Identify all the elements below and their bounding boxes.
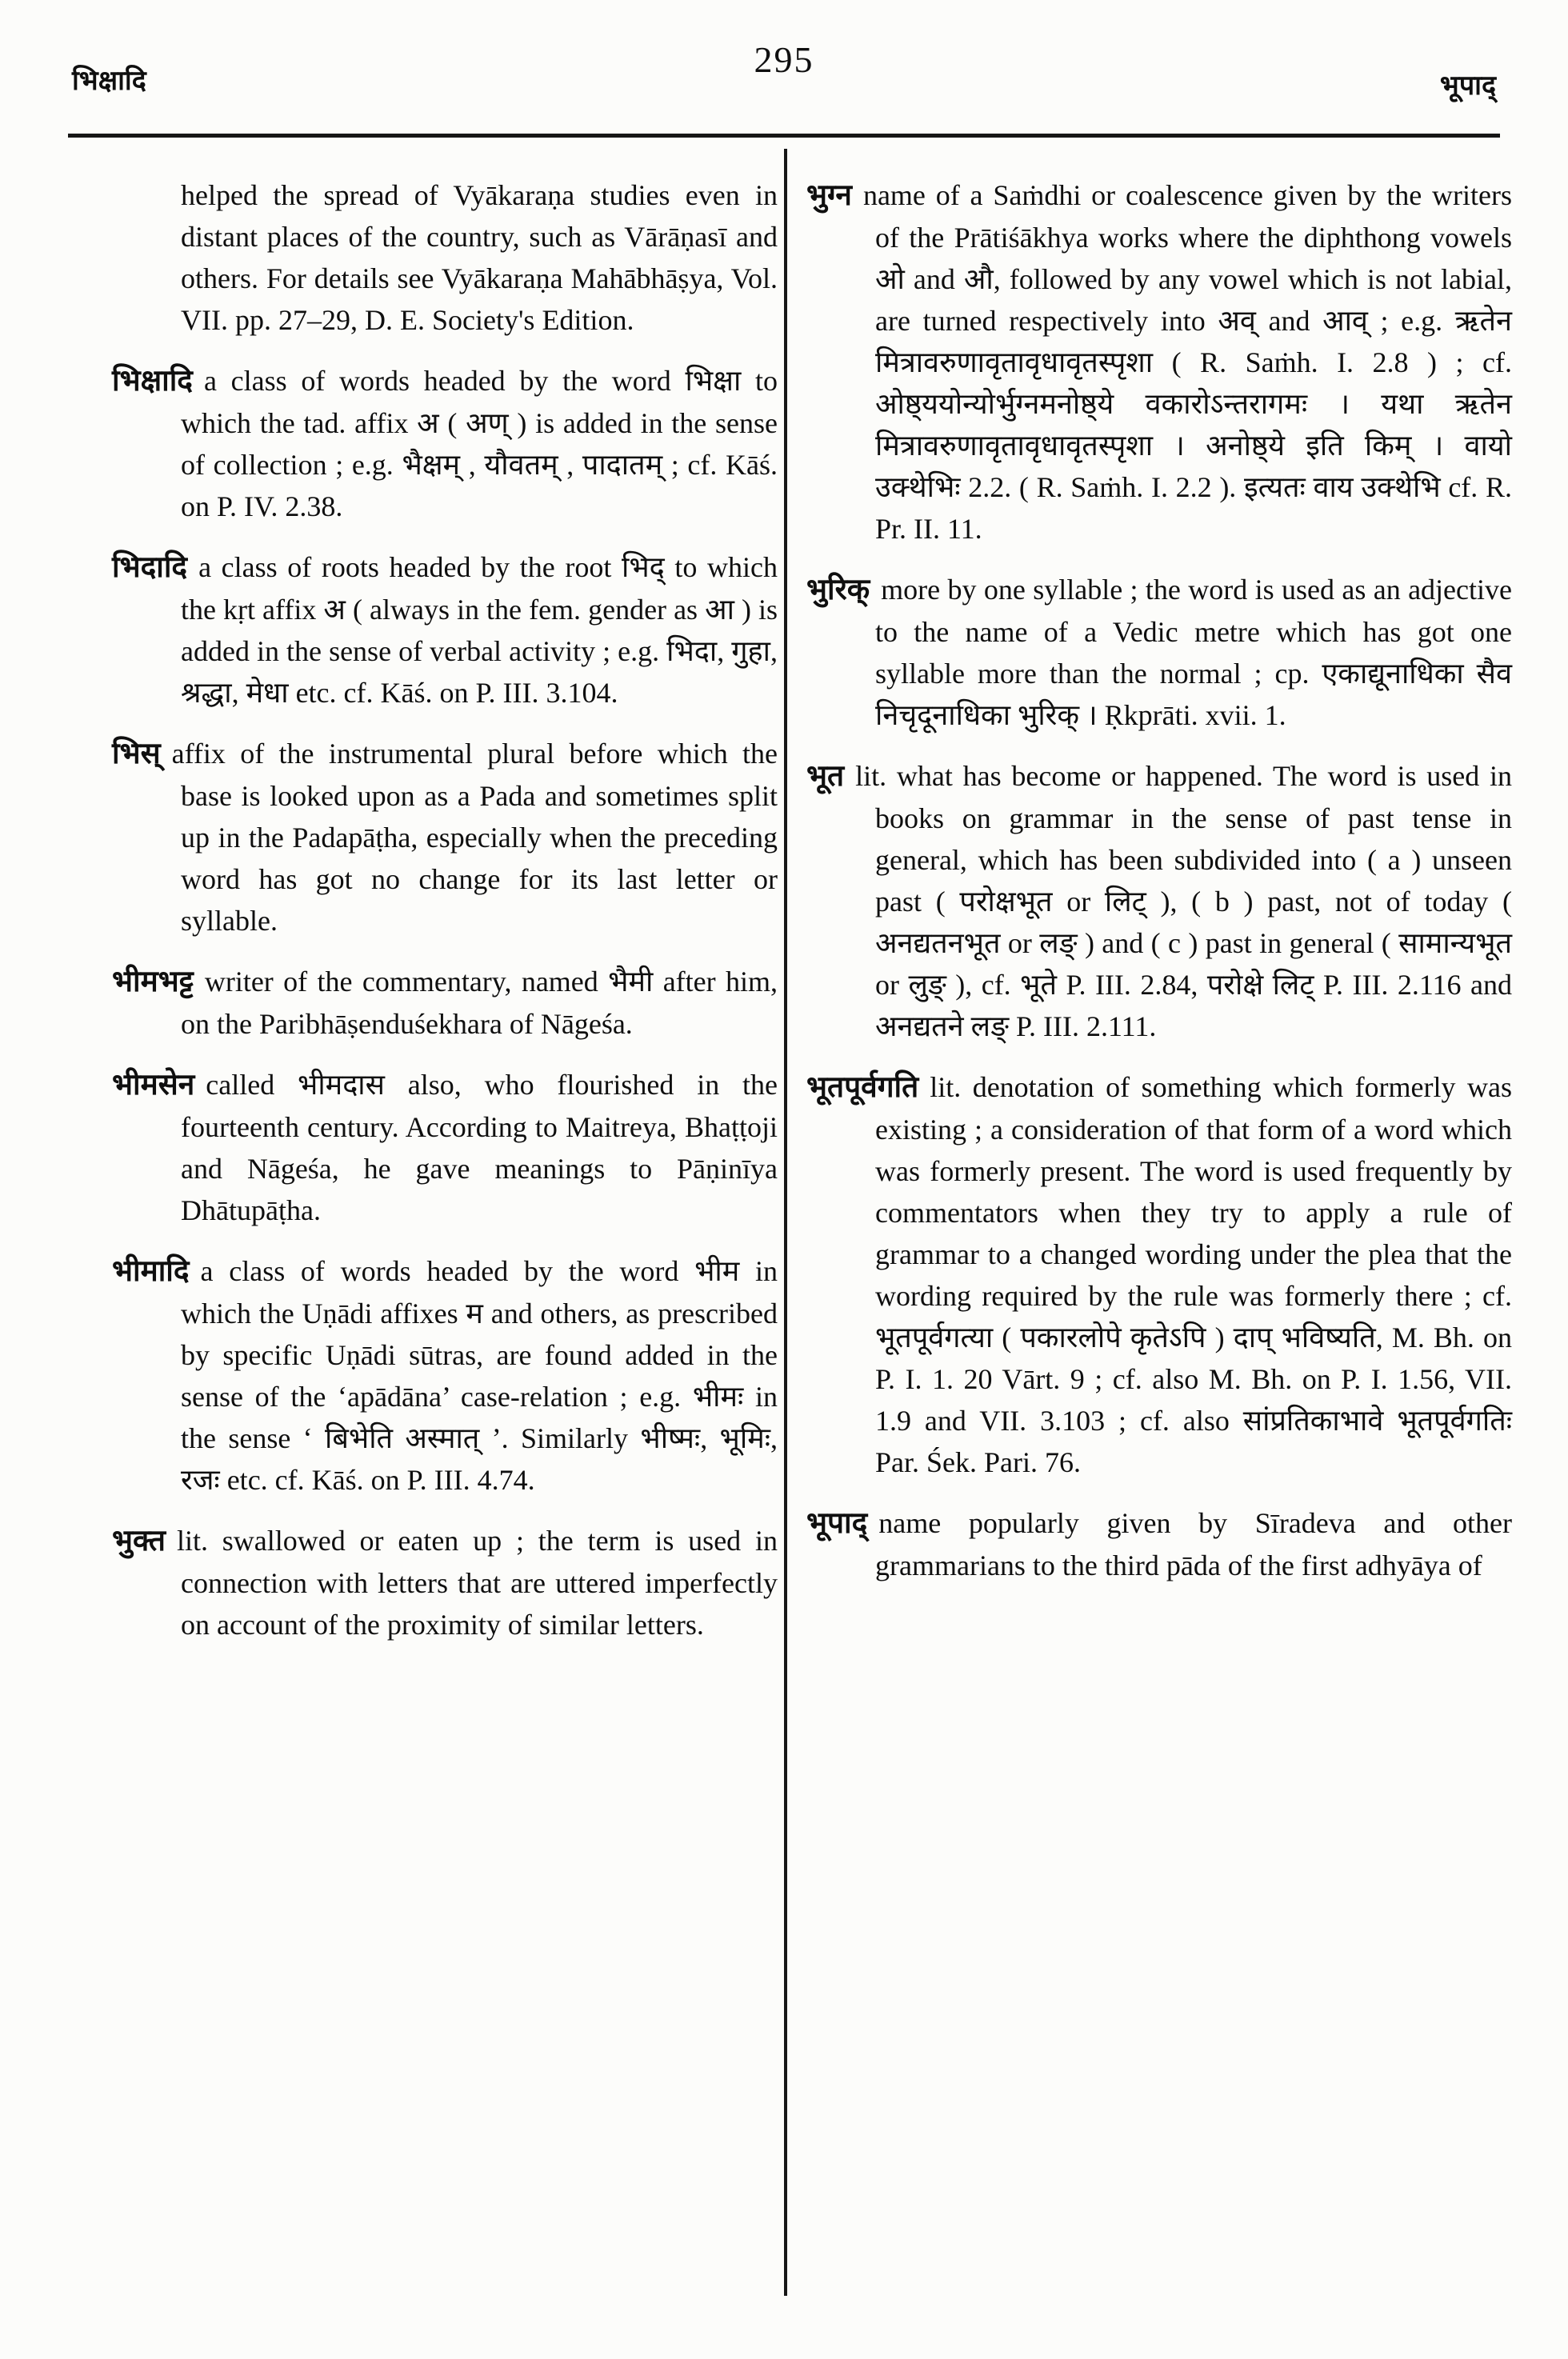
entry-headword: भूतपूर्वगति: [806, 1071, 919, 1104]
dictionary-entry: [112, 733, 778, 942]
dictionary-entry: [806, 1502, 1512, 1586]
entry-headword: भूपाद्: [806, 1507, 868, 1540]
header-rule: [68, 134, 1500, 138]
entry-body: affix of the instrumental plural before which the base is looked upon as a Pada and sometimes split up in the Padapāṭha, especially when the preceding word has got no change for its last letter or syllable.: [171, 738, 778, 937]
entry-body: a class of words headed by the word भीम in which the Uṇādi affixes म and others, as prescribed by specific Uṇādi sūtras, are found added in the sense of the ‘apādāna’ case-relation ; e.g. भीमः in the sense ‘ बिभेति अस्मात् ’. Similarly भीष्मः, भूमिः, रजः etc. cf. Kāś. on P. III. 4.74.: [181, 1255, 778, 1496]
dictionary-entry: [806, 569, 1512, 736]
entry-body: writer of the commentary, named भैमी after him, on the Paribhāṣenduśekhara of Nāgeśa.: [181, 966, 778, 1040]
entry-headword: भीमभट्ट: [112, 966, 194, 998]
right-column: [806, 174, 1512, 1605]
entry-headword: भिस्: [112, 738, 161, 770]
entry-headword: भुग्न: [806, 179, 852, 212]
entry-body: a class of words headed by the word भिक्षा to which the tad. affix अ ( अण् ) is added in the sense of collection ; e.g. भैक्षम् , यौवतम् , पादातम् ; cf. Kāś. on P. IV. 2.38.: [181, 365, 778, 522]
entry-headword: भीमादि: [112, 1255, 190, 1288]
dictionary-entry: [112, 360, 778, 527]
entry-body: more by one syllable ; the word is used as an adjective to the name of a Vedic metre which has got one syllable more than the normal ; cp. एकाद्यूनाधिका सैव निचृदूनाधिका भुरिक् । Ṛkprāti. xvii. 1.: [875, 574, 1512, 731]
column-divider-rule: [784, 149, 787, 2296]
dictionary-entry: [112, 1520, 778, 1645]
entry-headword: भिदादि: [112, 551, 188, 584]
entry-body: called भीमदास also, who flourished in the fourteenth century. According to Maitreya, Bhaṭṭoji and Nāgeśa, he gave meanings to Pāṇinīya Dhātupāṭha.: [181, 1069, 778, 1226]
dictionary-entry: [806, 174, 1512, 550]
dictionary-entry: [112, 1250, 778, 1501]
dictionary-entry: [806, 755, 1512, 1047]
entry-headword: भिक्षादि: [112, 365, 193, 398]
dictionary-entry: [112, 546, 778, 714]
entry-headword: भीमसेन: [112, 1069, 195, 1102]
entry-headword: भुरिक्: [806, 574, 870, 606]
running-head-right-headword: भूपाद्: [1439, 71, 1496, 101]
dictionary-entry: [112, 1064, 778, 1231]
entry-body: name of a Saṁdhi or coalescence given by the writers of the Prātiśākhya works where the diphthong vowels ओ and औ, followed by any vowel which is not labial, are turned respectively into अव् and आव् ; e.g. ऋतेन मित्रावरुणावृतावृधावृतस्पृशा ( R. Saṁh. I. 2.8 ) ; cf. ओष्ठ्ययोन्योर्भुग्नमनोष्ठ्ये वकारोऽन्तरागमः । यथा ऋतेन मित्रावरुणावृतावृधावृतस्पृशा । अनोष्ठ्ये इति किम् । वायो उक्थेभिः 2.2. ( R. Saṁh. I. 2.2 ). इत्यतः वाय उक्थेभि cf. R. Pr. II. 11.: [862, 179, 1512, 545]
entry-body: name popularly given by Sīradeva and other grammarians to the third pāda of the first adhyāya of: [875, 1507, 1512, 1581]
entry-body: lit. swallowed or eaten up ; the term is used in connection with letters that are uttered imperfectly on account of the proximity of similar letters.: [176, 1525, 778, 1641]
entry-headword: भूत: [806, 760, 845, 793]
dictionary-entry: [112, 961, 778, 1045]
entry-headword: भुक्त: [112, 1525, 166, 1557]
entry-body: lit. denotation of something which formerly was existing ; a consideration of that form of a word which was formerly present. The word is used frequently by commentators when they try to apply a rule of grammar to a changed wording under the plea that the wording required by the rule was formerly there ; cf. भूतपूर्वगत्या ( पकारलोपे कृतेऽपि ) दाप् भविष्यति, M. Bh. on P. I. 1. 20 Vārt. 9 ; cf. also M. Bh. on P. I. 1.56, VII. 1.9 and VII. 3.103 ; cf. also सांप्रतिकाभावे भूतपूर्वगतिः Par. Śek. Pari. 76.: [875, 1071, 1512, 1478]
entry-body: lit. what has become or happened. The word is used in books on grammar in the sense of past tense in general, which has been subdivided into ( a ) unseen past ( परोक्षभूत or लिट् ), ( b ) past, not of today ( अनद्यतनभूत or लङ् ) and ( c ) past in general ( सामान्यभूत or लुङ् ), cf. भूते P. III. 2.84, परोक्षे लिट् P. III. 2.116 and अनद्यतने लङ् P. III. 2.111.: [855, 760, 1512, 1042]
entry-body: a class of roots headed by the root भिद् to which the kṛt affix अ ( always in the fem. gender as आ ) is added in the sense of verbal activity ; e.g. भिदा, गुहा, श्रद्धा, मेधा etc. cf. Kāś. on P. III. 3.104.: [181, 551, 778, 709]
page-number: 295: [754, 39, 814, 80]
running-header: [68, 38, 1500, 110]
running-head-left-headword: भिक्षादि: [72, 66, 146, 96]
dictionary-entry: [806, 1066, 1512, 1483]
left-column: [112, 174, 778, 1665]
continuation-paragraph: helped the spread of Vyākaraṇa studies even in distant places of the country, such as Vārāṇasī and others. For details see Vyākaraṇa Mahābhāṣya, Vol. VII. pp. 27–29, D. E. Society's Edition.: [181, 179, 778, 336]
